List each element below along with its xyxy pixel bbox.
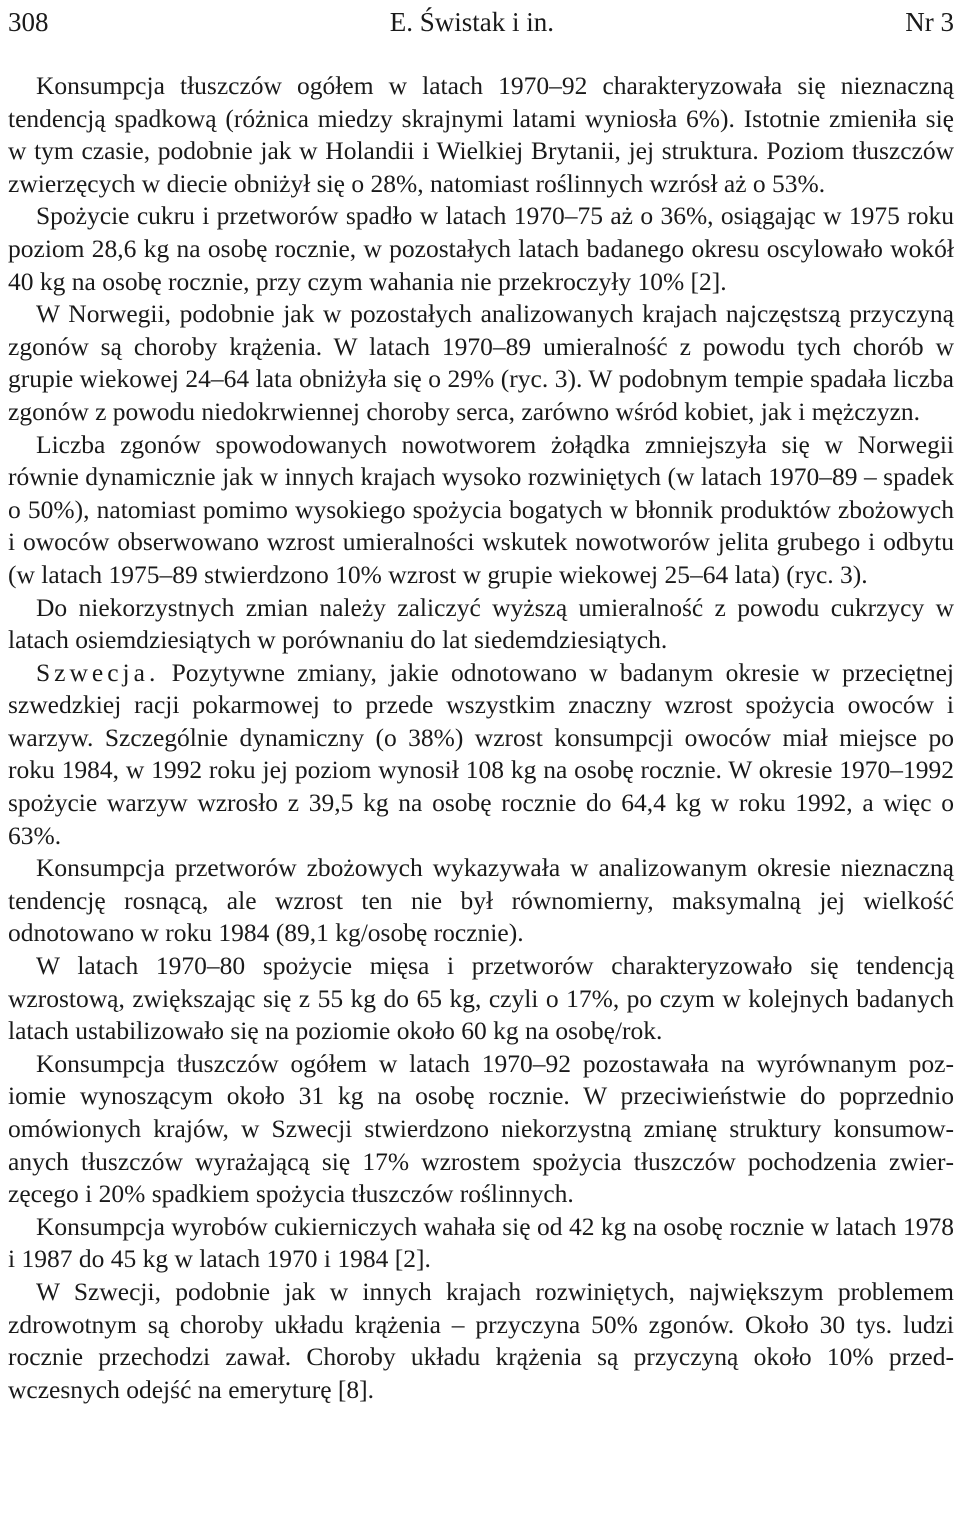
issue-number: Nr 3	[905, 7, 954, 37]
paragraph-sweden-fruit-vegetables	[8, 657, 954, 853]
paragraph-sweden-fruit-text: Pozytywne zmiany, jakie odnotowano w badanym okresie w przeciętnej szwedzkiej racji pokarmowej to przede wszystkim znaczny wzrost spożycia owoców i warzyw. Szczególnie dynamiczny (o 38%) wzrost konsumpcji owoców miał miejsce po roku 1984, w 1992 roku jej poziom wynosił 108 kg na osobę rocznie. W okresie 1970–1992 spożycie warzyw wzrosło z 39,5 kg na osobę rocznie do 64,4 kg w roku 1992, a więc o 63%.	[8, 657, 954, 850]
paragraph-norway-circulatory: W Norwegii, podobnie jak w pozostałych analizowanych krajach najczęstszą przyczyną zgonów są choroby krążenia. W latach 1970–89 umieralność z powodu tych chorób w grupie wiekowej 24–64 lata obniżyła się o 29% (ryc. 3). W podobnym tempie spadała liczba zgonów z powodu niedokrwiennej choroby serca, zarówno wśród kobiet, jak i mężczyzn.	[8, 299, 954, 426]
paragraph-sweden-confectionery: Konsumpcja wyrobów cukierniczych wahała się od 42 kg na osobę rocznie w latach 1978 i 1987 do 45 kg w latach 1970 i 1984 [2].	[8, 1211, 954, 1274]
body-text	[8, 70, 954, 1406]
paragraph-norway-diabetes: Do niekorzystnych zmian należy zaliczyć wyższą umieralność z powodu cukrzycy w latach osiemdziesiątych w porównaniu do lat siedemdziesiątych.	[8, 592, 954, 655]
paragraph-fat-consumption: Konsumpcja tłuszczów ogółem w latach 1970–92 charakteryzowała się nieznaczną tendencją spadkową (różnica miedzy skrajnymi latami wyniosła 6%). Istotnie zmieniła się w tym czasie, podobnie jak w Holandii i Wielkiej Brytanii, jej struktura. Poziom tłuszczów zwierzęcych w diecie obniżył się o 28%, natomiast roślinnych wzrósł aż o 53%.	[8, 71, 954, 198]
paragraph-sweden-meat: W latach 1970–80 spożycie mięsa i przetworów charakteryzowało się tendencją wzrostową, zwiększając się z 55 kg do 65 kg, czyli o 17%, po czym w kolejnych badanych latach ustabilizowało się na poziomie około 60 kg na osobę/rok.	[8, 951, 954, 1046]
paragraph-sweden-circulatory: W Szwecji, podobnie jak w innych krajach rozwiniętych, największym problemem zdrowotnym są choroby układu krążenia – przyczyna 50% zgonów. Około 30 tys. ludzi rocznie przechodzi zawał. Choroby układu krążenia są przyczyną około 10% przedwczesnych odejść na emeryturę [8].	[8, 1276, 954, 1404]
paragraph-norway-cancer: Liczba zgonów spowodowanych nowotworem żołądka zmniejszyła się w Norwegii równie dynamicznie jak w innych krajach wysoko rozwiniętych (w latach 1970–89 – spadek o 50%), natomiast pomimo wysokiego spożycia bogatych w błonnik produktów zbożowych i owoców obserwowano wzrost umieralności wskutek nowotworów jelita grubego i odbytu (w latach 1975–89 stwierdzono 10% wzrost w grupie wiekowej 25–64 lata) (ryc. 3).	[8, 429, 954, 589]
page-number: 308	[8, 7, 49, 37]
paragraph-sugar-consumption: Spożycie cukru i przetworów spadło w latach 1970–75 aż o 36%, osiągając w 1975 roku poziom 28,6 kg na osobę rocznie, w pozostałych latach badanego okresu oscylowało wokół 40 kg na osobę rocznie, przy czym wahania nie przekroczyły 10% [2].	[8, 201, 954, 296]
section-lead-sweden: Szwecja.	[36, 657, 160, 687]
running-title: E. Świstak i in.	[389, 7, 554, 37]
paragraph-sweden-fats: Konsumpcja tłuszczów ogółem w latach 1970–92 pozostawała na wyrównanym poziomie wynoszącym około 31 kg na osobę rocznie. W przeciwieństwie do poprzednio omówionych krajów, w Szwecji stwierdzono niekorzystną zmianę struktury konsumowanych tłuszczów wyrażającą się 17% wzrostem spożycia tłuszczów pochodzenia zwierzęcego i 20% spadkiem spożycia tłuszczów roślinnych.	[8, 1048, 954, 1209]
paragraph-sweden-cereals: Konsumpcja przetworów zbożowych wykazywała w analizowanym okresie nieznaczną tendencję rosnącą, ale wzrost ten nie był równomierny, maksymalną jej wielkość odnotowano w roku 1984 (89,1 kg/osobę rocznie).	[8, 853, 954, 948]
running-header	[8, 0, 954, 48]
